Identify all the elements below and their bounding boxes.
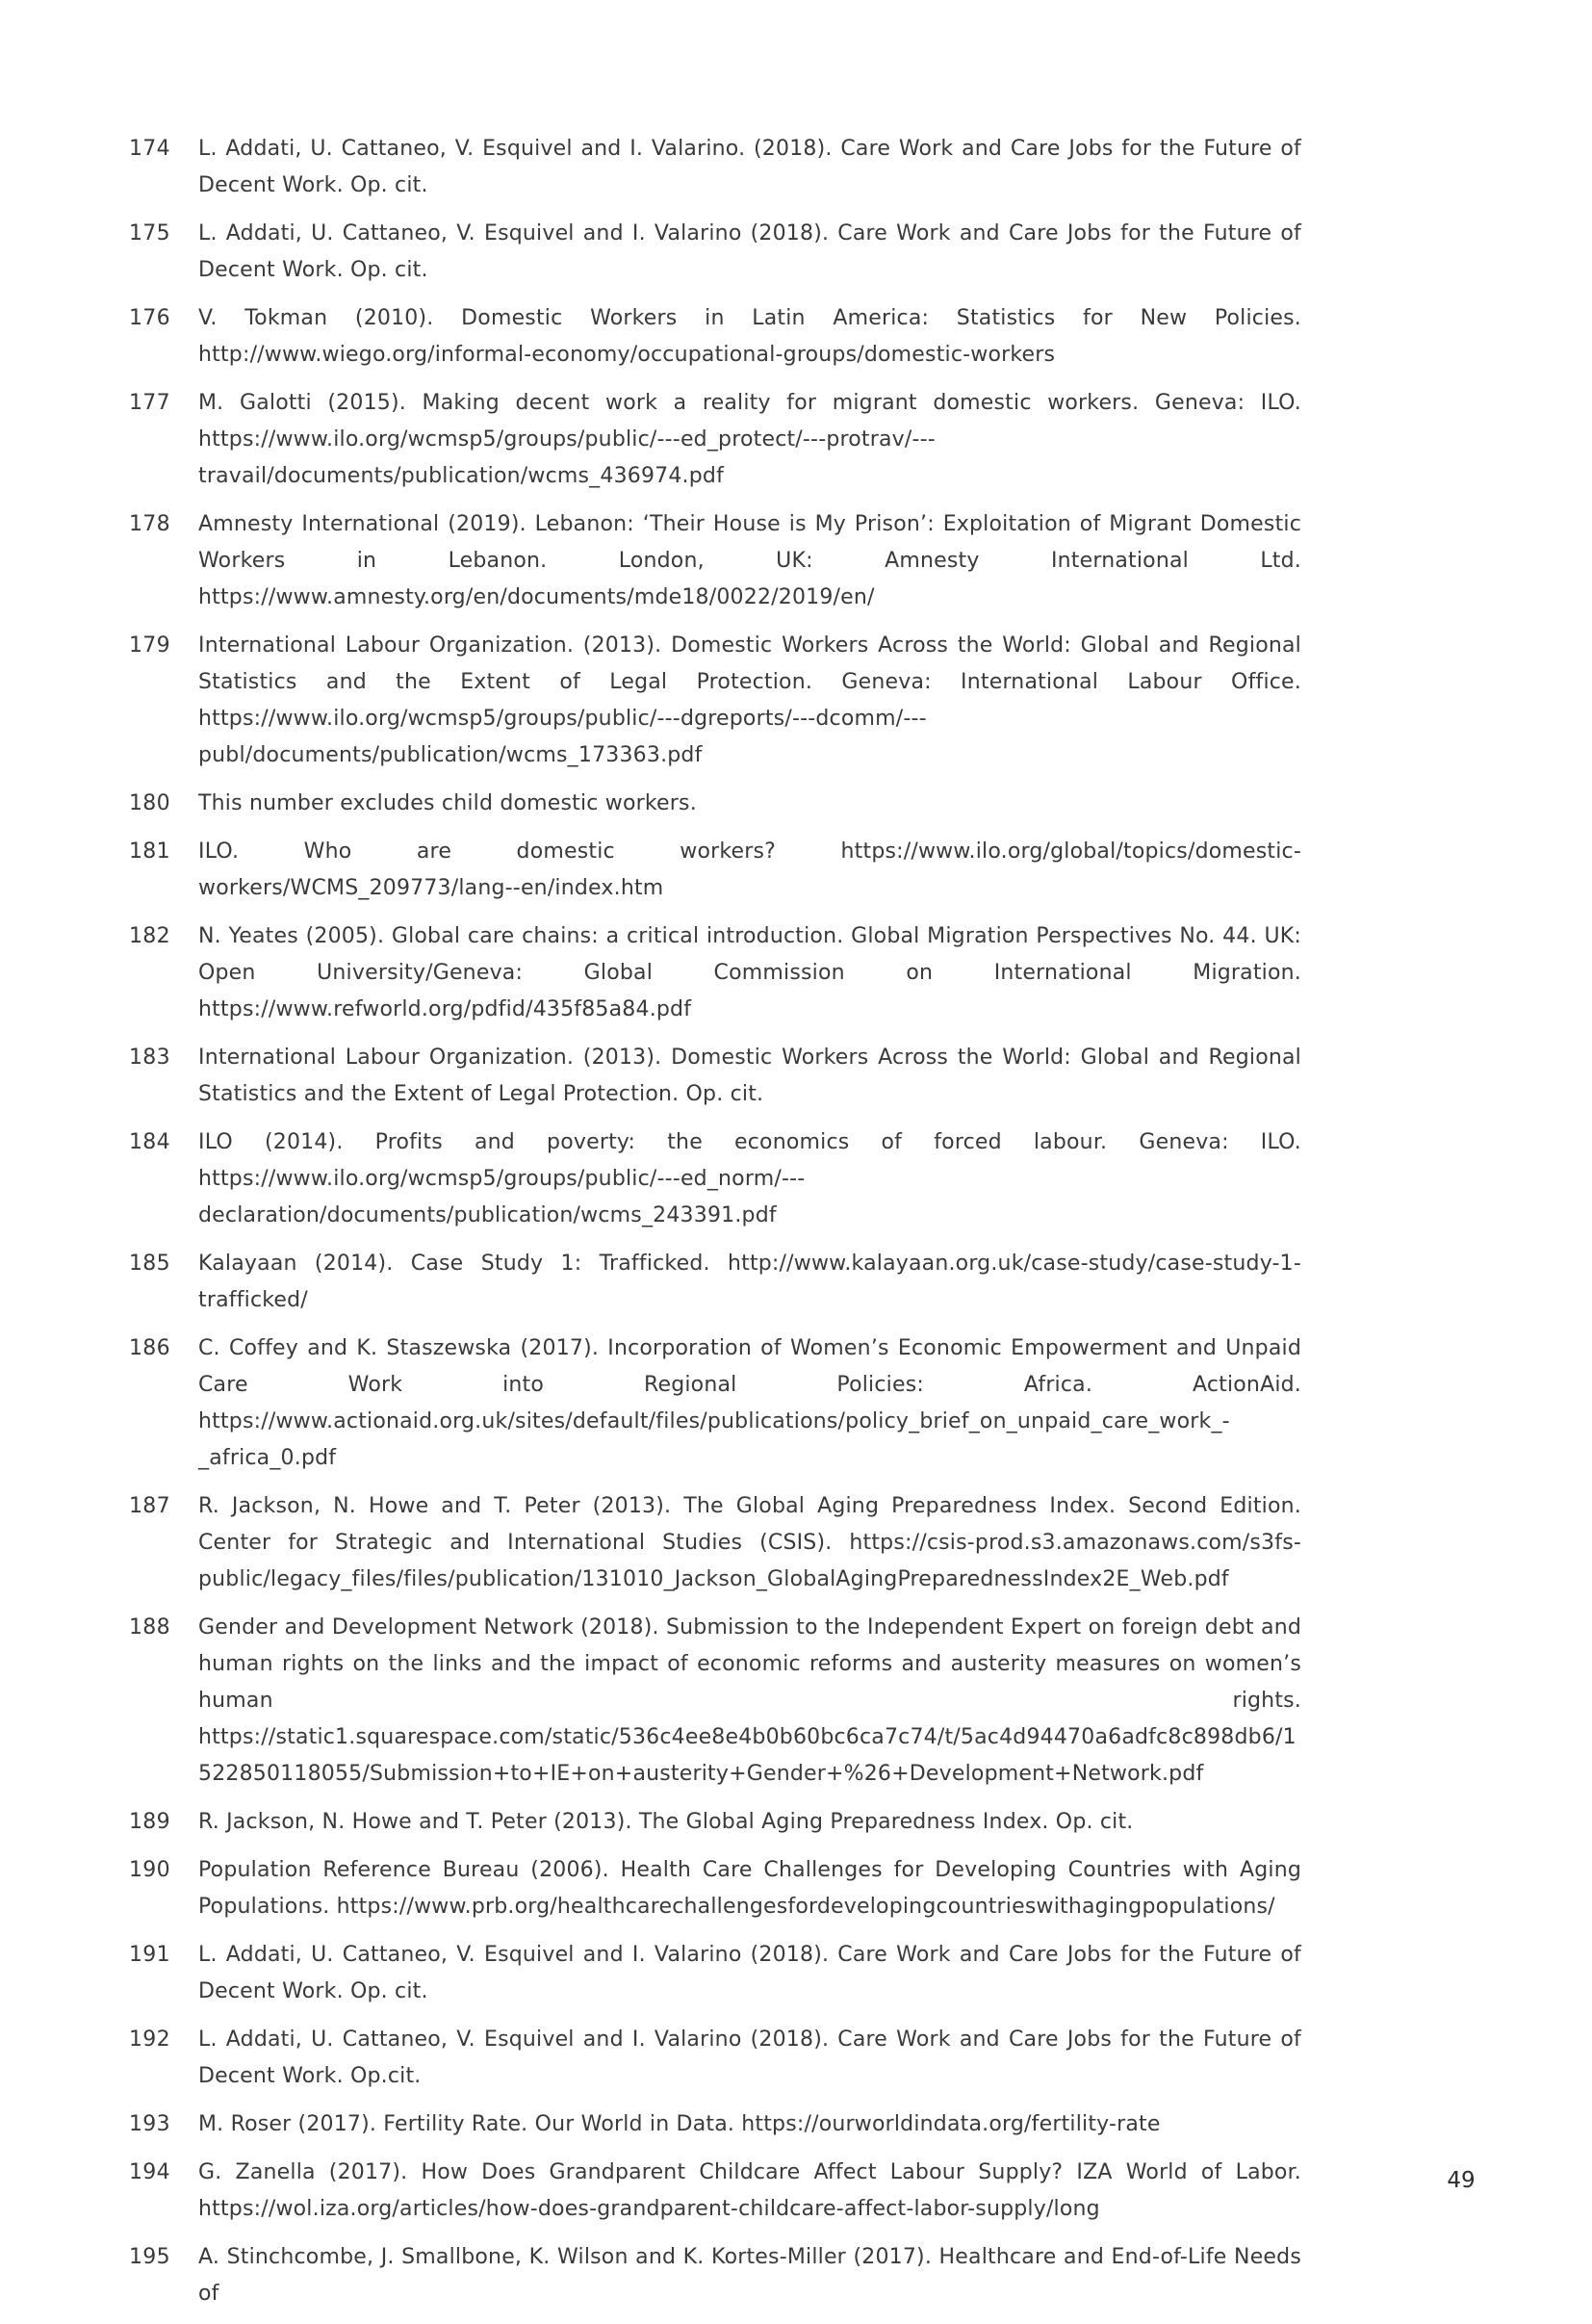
footnote-number: 186 bbox=[129, 1336, 170, 1360]
footnote-text: L. Addati, U. Cattaneo, V. Esquivel and I. Valarino (2018). Care Work and Care Jobs for the Future of Decent Work. Op. cit. bbox=[198, 221, 1301, 282]
footnote bbox=[129, 2106, 1301, 2143]
footnote-number: 178 bbox=[129, 512, 170, 536]
footnote-number: 194 bbox=[129, 2160, 170, 2184]
footnote-number: 191 bbox=[129, 1943, 170, 1967]
footnote bbox=[129, 1246, 1301, 1319]
footnote-number: 184 bbox=[129, 1130, 170, 1154]
footnote bbox=[129, 2022, 1301, 2095]
footnote-number: 176 bbox=[129, 306, 170, 330]
footnote-text: This number excludes child domestic workers. bbox=[198, 791, 697, 815]
footnote-text: L. Addati, U. Cattaneo, V. Esquivel and I. Valarino (2018). Care Work and Care Jobs for the Future of Decent Work. Op. cit. bbox=[198, 1943, 1301, 2003]
footnote bbox=[129, 2239, 1301, 2312]
footnote-text: M. Roser (2017). Fertility Rate. Our World in Data. https://ourworldindata.org/fertility-rate bbox=[198, 2112, 1161, 2136]
footnote bbox=[129, 1124, 1301, 1234]
footnote-text: Kalayaan (2014). Case Study 1: Trafficked. http://www.kalayaan.org.uk/case-study/case-study-1-trafficked/ bbox=[198, 1252, 1301, 1312]
footnote bbox=[129, 786, 1301, 822]
footnote bbox=[129, 918, 1301, 1028]
footnote-text: M. Galotti (2015). Making decent work a reality for migrant domestic workers. Geneva: ILO. https://www.ilo.org/wcmsp5/groups/public/---ed_protect/---protrav/---travail/documents/publication/wcms_436974.pdf bbox=[198, 391, 1301, 488]
footnote bbox=[129, 1040, 1301, 1113]
footnote-text: ILO (2014). Profits and poverty: the economics of forced labour. Geneva: ILO. https://www.ilo.org/wcmsp5/groups/public/---ed_norm/---declaration/documents/publication/wcms_243391.pdf bbox=[198, 1130, 1301, 1227]
footnote-text: G. Zanella (2017). How Does Grandparent Childcare Affect Labour Supply? IZA World of Labor. https://wol.iza.org/articles/how-does-grandparent-childcare-affect-labor-supply/long bbox=[198, 2160, 1301, 2221]
footnote-number: 175 bbox=[129, 221, 170, 245]
footnote bbox=[129, 1330, 1301, 1477]
footnote-text: International Labour Organization. (2013). Domestic Workers Across the World: Global and Regional Statistics and the Extent of Legal Protection. Op. cit. bbox=[198, 1046, 1301, 1106]
footnote-number: 195 bbox=[129, 2245, 170, 2269]
footnote-number: 193 bbox=[129, 2112, 170, 2136]
footnote bbox=[129, 834, 1301, 907]
footnote bbox=[129, 216, 1301, 289]
footnote-text: L. Addati, U. Cattaneo, V. Esquivel and I. Valarino (2018). Care Work and Care Jobs for the Future of Decent Work. Op.cit. bbox=[198, 2027, 1301, 2088]
footnote-number: 187 bbox=[129, 1494, 170, 1518]
footnote-text: A. Stinchcombe, J. Smallbone, K. Wilson and K. Kortes-Miller (2017). Healthcare and End-of-Life Needs of bbox=[198, 2245, 1301, 2306]
footnote bbox=[129, 1937, 1301, 2010]
footnote-number: 180 bbox=[129, 791, 170, 815]
footnote bbox=[129, 1610, 1301, 1793]
footnote-number: 182 bbox=[129, 924, 170, 948]
footnote-number: 185 bbox=[129, 1252, 170, 1276]
footnote bbox=[129, 1488, 1301, 1598]
footnote-text: R. Jackson, N. Howe and T. Peter (2013). The Global Aging Preparedness Index. Op. cit. bbox=[198, 1810, 1134, 1834]
footnote-number: 192 bbox=[129, 2027, 170, 2052]
footnote-number: 189 bbox=[129, 1810, 170, 1834]
footnote bbox=[129, 628, 1301, 774]
footnote-number: 190 bbox=[129, 1858, 170, 1882]
footnote-number: 177 bbox=[129, 391, 170, 415]
footnote bbox=[129, 131, 1301, 204]
footnote-text: N. Yeates (2005). Global care chains: a critical introduction. Global Migration Perspectives No. 44. UK: Open University/Geneva: Global Commission on International Migration. https://www.refworld.org/pdfid/435f85a84.pdf bbox=[198, 924, 1301, 1021]
footnote-text: Amnesty International (2019). Lebanon: ‘Their House is My Prison’: Exploitation of Migrant Domestic Workers in Lebanon. London, UK: Amnesty International Ltd. https://www.amnesty.org/en/documents/mde18/0022/2019/en/ bbox=[198, 512, 1301, 609]
footnote-text: ILO. Who are domestic workers? https://www.ilo.org/global/topics/domestic-workers/WCMS_209773/lang--en/index.htm bbox=[198, 839, 1301, 900]
footnote-text: L. Addati, U. Cattaneo, V. Esquivel and I. Valarino. (2018). Care Work and Care Jobs for the Future of Decent Work. Op. cit. bbox=[198, 137, 1301, 197]
footnote-text: International Labour Organization. (2013). Domestic Workers Across the World: Global and Regional Statistics and the Extent of Legal Protection. Geneva: International Labour Office. https://www.ilo.org/wcmsp5/groups/public/---dgreports/---dcomm/---publ/documents/publication/wcms_173363.pdf bbox=[198, 633, 1301, 767]
footnote-text: V. Tokman (2010). Domestic Workers in Latin America: Statistics for New Policies. http://www.wiego.org/informal-economy/occupational-groups/domestic-workers bbox=[198, 306, 1301, 367]
footnote bbox=[129, 506, 1301, 616]
footnote bbox=[129, 300, 1301, 374]
footnote-text: R. Jackson, N. Howe and T. Peter (2013). The Global Aging Preparedness Index. Second Edition. Center for Strategic and International Studies (CSIS). https://csis-prod.s3.amazonaws.com/s3fs-public/legacy_files/files/publication/131010_Jackson_GlobalAgingPreparednessIndex2E_Web.pdf bbox=[198, 1494, 1301, 1591]
footnote-number: 181 bbox=[129, 839, 170, 864]
page-number: 49 bbox=[1447, 2168, 1476, 2193]
footnote bbox=[129, 1804, 1301, 1841]
footnote bbox=[129, 2155, 1301, 2228]
footnote-text: Population Reference Bureau (2006). Health Care Challenges for Developing Countries with Aging Populations. https://www.prb.org/healthcarechallengesfordevelopingcountrieswithagingpopulations/ bbox=[198, 1858, 1301, 1919]
footnote-number: 188 bbox=[129, 1615, 170, 1640]
footnote bbox=[129, 385, 1301, 495]
footnote-number: 183 bbox=[129, 1046, 170, 1070]
footnote-text: Gender and Development Network (2018). Submission to the Independent Expert on foreign debt and human rights on the links and the impact of economic reforms and austerity measures on women’s human rights. https://static1.squarespace.com/static/536c4ee8e4b0b60bc6ca7c74/t/5ac4d94470a6adfc8c898db6/1522850118055/Submission+to+IE+on+austerity+Gender+%26+Development+Network.pdf bbox=[198, 1615, 1301, 1786]
footnote-number: 179 bbox=[129, 633, 170, 658]
footnote-list bbox=[129, 131, 1301, 2324]
footnote-number: 174 bbox=[129, 137, 170, 161]
footnote-text: C. Coffey and K. Staszewska (2017). Incorporation of Women’s Economic Empowerment and Unpaid Care Work into Regional Policies: Africa. ActionAid. https://www.actionaid.org.uk/sites/default/files/publications/policy_brief_on_unpaid_care_work_-_africa_0.pdf bbox=[198, 1336, 1301, 1470]
footnote bbox=[129, 1852, 1301, 1925]
